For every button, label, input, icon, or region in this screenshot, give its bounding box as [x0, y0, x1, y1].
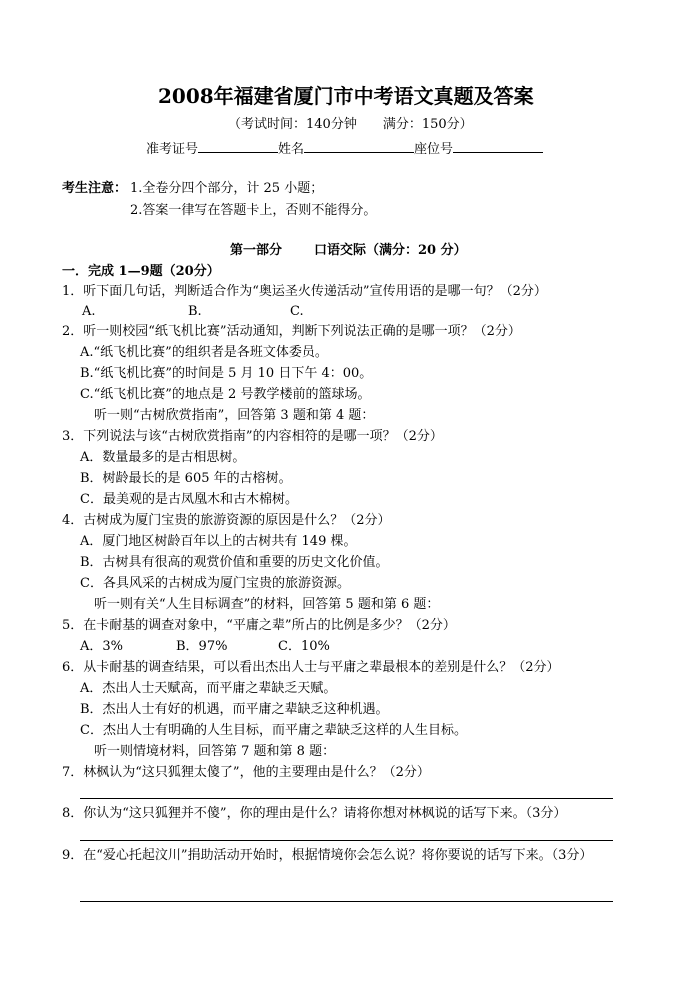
notice-item-2: 2.答案一律写在答题卡上，否则不能得分。: [130, 203, 377, 218]
q6-option-c: C．杰出人士有明确的人生目标，而平庸之辈缺乏这样的人生目标。: [80, 723, 467, 738]
q9-answer-line[interactable]: [80, 901, 613, 902]
listening-intro-3-4: 听一则“古树欣赏指南”，回答第 3 题和第 4 题：: [94, 408, 375, 423]
question-3: 3．下列说法与该“古树欣赏指南”的内容相符的是哪一项？（2分）: [62, 429, 443, 444]
id-label: 准考证号: [146, 142, 199, 157]
q5-option-a: A．3%: [80, 639, 124, 654]
q2-option-a: A.“纸飞机比赛”的组织者是各班文体委员。: [80, 345, 328, 360]
seat-blank[interactable]: [453, 138, 543, 153]
listening-intro-7-8: 听一则情境材料，回答第 7 题和第 8 题：: [94, 744, 336, 759]
question-5: 5．在卡耐基的调查对象中，“平庸之辈”所占的比例是多少？（2分）: [62, 618, 456, 633]
page-title: 2008年福建省厦门市中考语文真题及答案: [158, 84, 534, 108]
name-blank[interactable]: [304, 138, 414, 153]
q3-option-a: A．数量最多的是古相思树。: [80, 450, 246, 465]
q4-option-b: B．古树具有很高的观赏价值和重要的历史文化价值。: [80, 555, 389, 570]
q5-option-c: C．10%: [278, 639, 330, 654]
q7-answer-line[interactable]: [80, 798, 613, 799]
name-label: 姓名: [278, 142, 305, 157]
q3-option-c: C．最美观的是古凤凰木和古木棉树。: [80, 492, 298, 507]
notice-item-1: 1.全卷分四个部分，计 25 小题；: [130, 181, 324, 196]
question-4: 4．古树成为厦门宝贵的旅游资源的原因是什么？（2分）: [62, 513, 391, 528]
question-2: 2．听一则校园“纸飞机比赛”活动通知，判断下列说法正确的是哪一项？（2分）: [62, 324, 521, 339]
question-7: 7．林枫认为“这只狐狸太傻了”，他的主要理由是什么？（2分）: [62, 765, 430, 780]
q1-option-c: C.: [290, 304, 304, 319]
q2-option-c: C.“纸飞机比赛”的地点是 2 号教学楼前的篮球场。: [80, 387, 371, 402]
q6-option-b: B．杰出人士有好的机遇，而平庸之辈缺乏这种机遇。: [80, 702, 389, 717]
q4-option-c: C．各具风采的古树成为厦门宝贵的旅游资源。: [80, 576, 350, 591]
part-heading-right: 口语交际（满分：20 分）: [314, 243, 467, 258]
question-9: 9．在“爱心托起汶川”捐助活动开始时，根据情境你会怎么说？将你要说的话写下来。（3分）: [62, 848, 593, 863]
section-heading: 一．完成 1—9题（20分）: [62, 264, 220, 279]
question-6: 6．从卡耐基的调查结果，可以看出杰出人士与平庸之辈最根本的差别是什么？（2分）: [62, 660, 560, 675]
candidate-info-line: [146, 138, 543, 159]
id-blank[interactable]: [198, 138, 278, 153]
part-heading-left: 第一部分: [230, 243, 283, 258]
q1-option-b: B.: [188, 304, 202, 319]
q5-option-b: B．97%: [176, 639, 228, 654]
exam-info: （考试时间：140分钟 满分：150分）: [228, 117, 473, 132]
listening-intro-5-6: 听一则有关“人生目标调查”的材料，回答第 5 题和第 6 题：: [94, 597, 440, 612]
q2-option-b: B.“纸飞机比赛”的时间是 5 月 10 日下午 4：00。: [80, 366, 373, 381]
question-1: 1．听下面几句话，判断适合作为“奥运圣火传递活动”宣传用语的是哪一句？（2分）: [62, 284, 547, 299]
q8-answer-line[interactable]: [80, 840, 613, 841]
q3-option-b: B．树龄最长的是 605 年的古榕树。: [80, 471, 292, 486]
notice-label: 考生注意：: [62, 181, 128, 196]
q1-option-a: A.: [82, 304, 96, 319]
q4-option-a: A．厦门地区树龄百年以上的古树共有 149 棵。: [80, 534, 357, 549]
seat-label: 座位号: [414, 142, 454, 157]
q6-option-a: A．杰出人士天赋高，而平庸之辈缺乏天赋。: [80, 681, 337, 696]
question-8: 8．你认为“这只狐狸并不傻”，你的理由是什么？请将你想对林枫说的话写下来。（3分）: [62, 806, 567, 821]
